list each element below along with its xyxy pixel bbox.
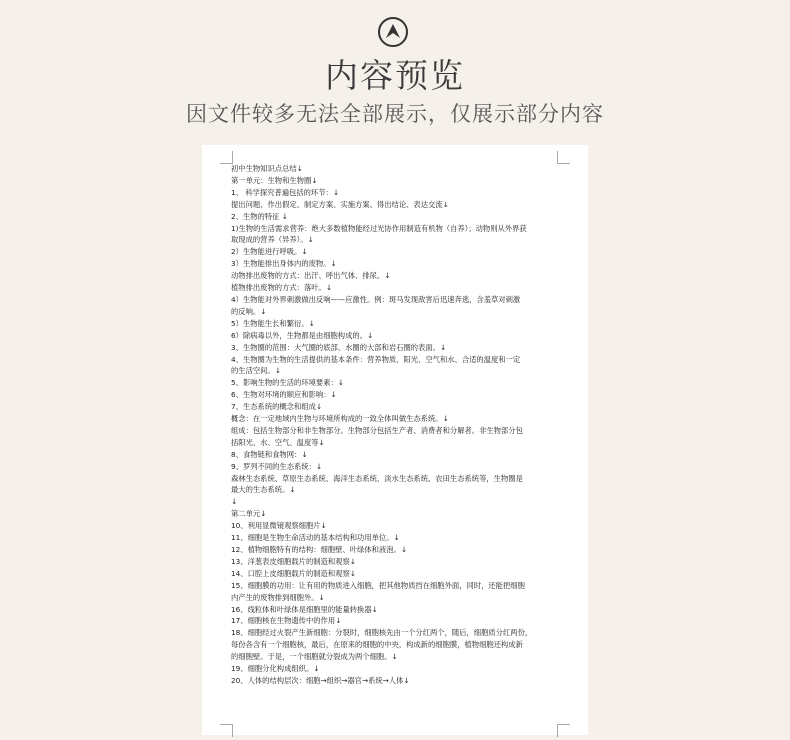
document-line: 11、细胞是生物生命活动的基本结构和功用单位。↓ [231,533,400,543]
document-line: 3）生物能排出身体内的废物。↓ [231,259,337,269]
document-line: 概念：在一定地域内生物与环境所构成的一致全体叫做生态系统。↓ [231,414,449,424]
document-line: 4）生物能对外界刺激做出反响——应激性。例：斑马发现敌害后迅速奔逃，含羞草对刺激 [231,294,521,304]
document-line: 森林生态系统、草原生态系统、海洋生态系统、淡水生态系统、农田生态系统等，生物圈是 [231,473,523,483]
document-line: 最大的生态系统。↓ [231,485,296,495]
document-line: 13、洋葱表皮细胞载片的制造和观察↓ [231,556,356,566]
document-line: 2、生物的特征 ↓ [231,211,288,221]
document-line: 14、口腔上皮细胞载片的制造和观察↓ [231,568,356,578]
document-line: 1、 科学探究普遍包括的环节：↓ [231,187,339,197]
document-line: 18、细胞经过火裂产生新细胞：分裂时，细胞核先由一个分红两个，随后，细胞质分红两份， [231,628,533,638]
document-line: 的细胞壁。于是，一个细胞就分裂成为两个细胞。↓ [231,652,398,662]
document-line: 6、生物对环境的顺应和影响：↓ [231,390,337,400]
document-line: 第二单元↓ [231,509,267,519]
document-line: 2）生物能进行呼吸。↓ [231,247,308,257]
document-line: 3、生物圈的范围：大气圈的底部、水圈的大部和岩石圈的表面。↓ [231,342,447,352]
document-line: 15、细胞膜的功用：让有用的物质进入细胞，把其他物质挡在细胞外面，同时，还能把细胞 [231,580,525,590]
document-line: 括阳光、水、空气、温度等↓ [231,437,325,447]
document-line: 12、植物细胞特有的结构：细胞壁、叶绿体和液泡。↓ [231,545,407,554]
document-line: ↓ [231,497,238,507]
document-line: 8、食物链和食物网：↓ [231,449,308,459]
page-subtitle: 因文件较多无法全部展示，仅展示部分内容 [186,102,604,126]
document-line: 第一单元：生物和生物圈↓ [231,175,318,185]
document-line: 5、影响生物的生活的环境要素：↓ [231,378,344,388]
document-line: 4、生物圈为生物的生活提供的基本条件：营养物质、阳光、空气和水、合适的温度和一定 [231,354,521,364]
document-line: 初中生物知识点总结↓ [231,164,303,173]
document-line: 17、细胞核在生物遗传中的作用↓ [231,616,342,626]
document-line: 动物排出废物的方式：出汗、呼出气体、排尿。↓ [231,271,391,281]
document-line: 10、利用显微镜观察细胞片↓ [231,521,327,531]
document-line: 组成：包括生物部分和非生物部分。生物部分包括生产者、消费者和分解者。非生物部分包 [231,425,523,435]
document-line: 的生活空间。↓ [231,366,281,376]
document-line: 16、线粒体和叶绿体是细胞里的能量转换器↓ [231,604,378,614]
preview-header [0,0,790,140]
document-line: 内产生的废物排到细胞外。↓ [231,592,325,602]
document-line: 5）生物能生长和繁衍。↓ [231,318,315,328]
crop-mark [557,724,570,737]
document-line: 20、人体的结构层次：细胞→组织→器官→系统→人体↓ [231,675,410,685]
chevron-up-circle-icon [378,17,408,47]
document-line: 7、生态系统的概念和组成↓ [231,402,323,412]
crop-mark [220,724,233,737]
document-line: 植物排出废物的方式：落叶。↓ [231,283,332,293]
document-line: 的反响。↓ [231,306,267,316]
document-line: 1)生物的生活需求营养：绝大多数植物能经过光协作用制造有机物（自养）；动物则从外界获 [231,223,527,233]
document-body [231,163,567,687]
document-line: 每份各含有一个细胞核，最后，在原来的细胞的中央，构成新的细胞膜，植物细胞还构成新 [231,640,523,650]
document-line: 19、细胞分化构成组织。↓ [231,664,320,674]
document-line: 提出问题、作出假定、制定方案、实施方案、得出结论、表达交流↓ [231,199,449,209]
document-line: 取现成的营养（异养）。↓ [231,235,314,245]
document-line: 6）除病毒以外，生物都是由细胞构成的。↓ [231,330,374,340]
document-line: 9、罗列不同的生态系统：↓ [231,461,323,471]
document-page [202,145,588,735]
page-title: 内容预览 [325,56,465,95]
